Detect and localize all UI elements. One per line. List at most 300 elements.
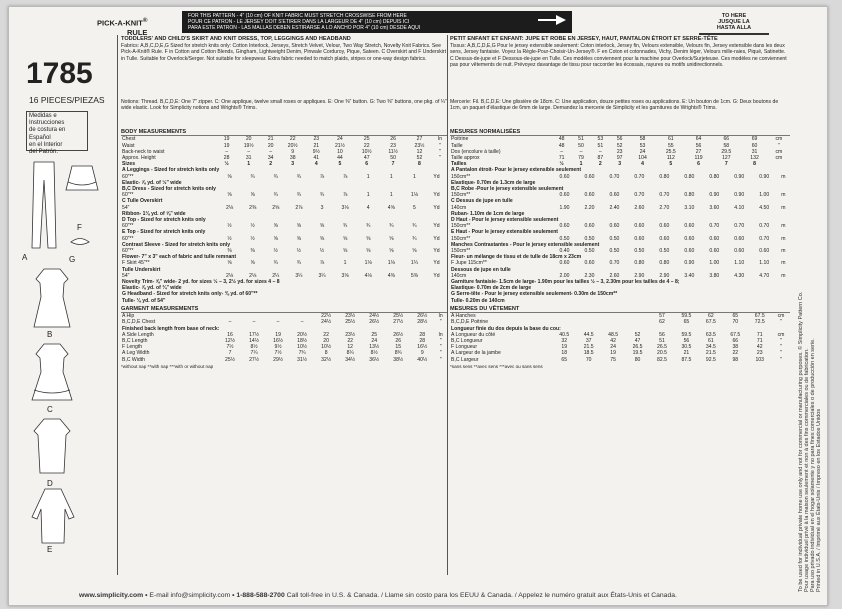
table-cell: 2.90 (659, 272, 670, 279)
table-cell: 67.5 (754, 313, 765, 320)
table-cell: m (781, 272, 786, 279)
top-d-sketch (30, 417, 74, 479)
table-cell: m (781, 223, 786, 230)
dress-c-sketch (29, 342, 75, 404)
table-cell: ¾ (296, 173, 301, 180)
spanish-line: Medidas e Instrucciones (29, 113, 65, 127)
table-cell: ¾ (412, 235, 417, 242)
table-cell: 14½ (249, 337, 259, 344)
table-cell: Dessous de jupe en tulle (451, 266, 511, 273)
table-cell: 2.90 (634, 272, 645, 279)
table-cell: 23 (616, 148, 623, 155)
table-cell: 36½ (369, 356, 380, 363)
table-cell: 104 (638, 155, 647, 162)
table-cell: 15 (395, 344, 402, 351)
table-cell: 0.60 (709, 235, 720, 242)
table-cell: C Dessus de jupe en tulle (451, 198, 513, 205)
table-cell: Yd (433, 204, 440, 211)
table-cell: Tulle- ⅛ yd. of 54" (122, 297, 166, 304)
table-cell: F Skirt 45"** (122, 260, 150, 267)
table-cell: Flower- 7" x 3" each of fabric and tulle remnant (122, 254, 237, 261)
vertical-legal-text (795, 37, 822, 597)
table-cell: 48 (558, 136, 565, 143)
table-cell: F Jupe 115cm** (451, 260, 487, 267)
table-cell: 52 (416, 155, 423, 162)
french-column (450, 36, 790, 370)
table-cell: 1 (366, 192, 370, 199)
table-cell: 12 (416, 148, 423, 155)
table-cell: ⅝ (389, 248, 394, 255)
table-cell: 58 (639, 136, 646, 143)
table-cell: 71 (756, 331, 763, 338)
legal-line: To be used for individual private home use only and not for commercial or manufacturing purposes. © Simplicity Pattern Co. (798, 291, 804, 592)
footer-website[interactable]: www.simplicity.com (79, 592, 144, 599)
table-cell: ½ (296, 248, 301, 255)
table-cell: 75 (610, 356, 616, 363)
table-cell: 24 (337, 136, 343, 143)
table-cell: 2 (598, 161, 602, 168)
table-cell: ½ (227, 235, 232, 242)
french-fabrics: Tissus: A,B,C,D,E,G Pour le jersey extensible seulement: Coton interlock, Jersey fin, Velours extensible, Velours fin, Jersey extensible dans les deux sens, Jersey fantaisie. Voyez la Règle-Pour-Choisir-Un-Jersey®. F en Coton et cotonnades, Vichy, Denim léger, Velours mille-raies, Piqué, Satinette. C Dessus-de-jupe et F Dessous-de-jupe en Tulle. Ces modèles conviennent pour la machine pour Overlock/Surjeteuse. Ces modèles ne conviennent pas pour vêtements de nuit. Prévoyez davantage de tissu pour raccorder les écossais, rayures ou motifs unidirectionnels. (450, 43, 787, 68)
table-cell: 0.60 (584, 192, 595, 199)
table-cell: 0.70 (609, 173, 620, 180)
table-cell: 0.50 (609, 248, 620, 255)
table-cell: A Hip (122, 313, 135, 320)
table-cell: 2.60 (609, 272, 620, 279)
table-cell: 150cm** (451, 223, 471, 230)
table-cell: C Tulle Overskirt (122, 198, 163, 205)
to-here-en: TO HERE (721, 13, 747, 19)
table-cell: Ruban- 1.10m de 1cm de large (451, 210, 525, 217)
table-cell: 63.5 (705, 331, 716, 338)
table-cell: 50 (578, 142, 584, 149)
table-cell: 22 (732, 350, 739, 357)
table-cell: 60"** (122, 235, 134, 242)
table-cell: 2.30 (584, 272, 595, 279)
table-cell: Tulle Underskirt (122, 266, 161, 273)
table-cell: 59.5 (681, 313, 692, 320)
table-cell: m (781, 192, 786, 199)
table-cell: 40.5 (559, 331, 570, 338)
table-cell: 92.5 (705, 356, 716, 363)
french-body-title: MESURES NORMALISÉES (450, 129, 790, 136)
table-cell: 9 (420, 350, 424, 357)
table-cell: 17½ (249, 331, 259, 338)
english-title: TODDLERS' AND CHILD'S SKIRT AND KNIT DRESS, TOP, LEGGINGS AND HEADBAND (121, 36, 351, 42)
table-cell: 2⅞ (295, 204, 303, 211)
french-garment-title: MESURES DU VÊTEMENT (450, 306, 790, 313)
dress-b-sketch (30, 267, 74, 329)
table-cell: A Side Length (122, 331, 154, 338)
table-cell: 0.60 (684, 235, 695, 242)
table-cell: ⅞ (342, 173, 348, 180)
table-cell: 40½ (417, 356, 428, 363)
table-cell: ⅝ (227, 192, 232, 199)
table-cell: 56 (683, 337, 690, 344)
table-cell: 19 (223, 142, 230, 149)
table-cell: Elastique- 0.70m de 2cm de large (451, 285, 532, 292)
table-cell: 132 (750, 155, 759, 162)
pattern-envelope-back (8, 6, 828, 606)
table-cell: ⅝ (342, 248, 348, 255)
table-cell: Yd (433, 272, 440, 279)
table-cell: 2.00 (559, 272, 570, 279)
table-cell: 1.10 (759, 260, 770, 267)
table-cell: 0.70 (634, 192, 645, 199)
table-cell: B,C,D,E Poitrine (451, 319, 489, 326)
table-cell: 50 (390, 155, 396, 162)
table-cell: m (781, 235, 786, 242)
table-cell: cm (775, 148, 783, 155)
table-cell: 34 (267, 155, 274, 162)
table-cell: 51 (578, 136, 584, 143)
table-cell: 0.90 (759, 173, 770, 180)
table-cell: 12½ (225, 337, 235, 344)
table-cell: 0.70 (634, 173, 645, 180)
table-cell: 5 (669, 161, 673, 168)
table-cell: 22½ (321, 313, 332, 320)
table-cell: 1 (389, 173, 393, 180)
table-cell: 0.50 (659, 248, 670, 255)
table-cell: 9 (291, 148, 295, 155)
table-cell: Manches Contrastantes - Pour le jersey extensible seulement (451, 241, 600, 248)
english-body-title: BODY MEASUREMENTS (121, 129, 447, 136)
table-cell: 21 (313, 142, 320, 149)
english-garment-title: GARMENT MEASUREMENTS (121, 306, 447, 313)
table-cell: " (780, 344, 782, 351)
view-label-d: D (47, 479, 53, 488)
table-cell: 0.50 (634, 248, 645, 255)
table-cell: 23 (756, 350, 763, 357)
table-cell: 70 (585, 356, 592, 363)
table-cell: 1 (389, 192, 393, 199)
table-cell: 18.5 (583, 350, 594, 357)
table-cell: 0.90 (734, 192, 745, 199)
table-cell: 3¼ (318, 272, 326, 279)
table-cell: ¾ (342, 223, 348, 230)
table-cell: 26 (395, 337, 402, 344)
table-cell: E Haut - Pour le jersey extensible seulement (451, 229, 559, 236)
table-cell: 19½ (243, 142, 254, 149)
table-cell: 150cm** (451, 235, 471, 242)
table-cell: F Longueur (451, 344, 478, 351)
table-cell: ⅞ (319, 173, 325, 180)
table-cell: 21 (267, 136, 274, 143)
table-cell: 10 (337, 148, 343, 155)
to-here-es: HASTA ALLA (716, 25, 752, 31)
table-cell: 34.5 (705, 344, 716, 351)
table-cell: Yd (433, 223, 440, 230)
table-cell: 20 (245, 136, 252, 143)
table-cell: 0.70 (759, 223, 770, 230)
table-cell: cm (775, 155, 783, 162)
table-cell: 52 (634, 331, 641, 338)
table-cell: 54" (122, 204, 130, 211)
pattern-number: 1785 (26, 57, 93, 90)
table-cell: 3 (618, 161, 622, 168)
table-cell: ⅝ (389, 235, 394, 242)
table-cell: 5 (338, 161, 342, 168)
table-cell: 65 (561, 356, 568, 363)
table-cell: Ribbon- 1⅛ yd. of ⅝" wide (122, 210, 186, 217)
table-cell: Contrast Sleeve - Sized for stretch knits only (122, 241, 231, 248)
table-cell: 103 (755, 356, 764, 363)
table-cell: 3.10 (684, 204, 695, 211)
table-cell: 0.50 (584, 235, 595, 242)
table-cell: 26.5 (657, 344, 667, 351)
table-cell: 12 (347, 344, 353, 351)
table-cell: m (781, 173, 786, 180)
table-cell: A Pantalon étroit- Pour le jersey extensible seulement (451, 167, 582, 174)
table-cell: 2.70 (659, 204, 670, 211)
table-cell: 6 (697, 161, 700, 168)
table-cell: 42 (756, 344, 763, 351)
table-cell: Poitrine (451, 136, 469, 143)
table-cell: 2⅜ (249, 204, 257, 211)
table-cell: " (439, 319, 442, 326)
table-cell: 0.60 (659, 223, 670, 230)
table-cell: 112 (666, 155, 675, 162)
table-cell: m (781, 260, 786, 267)
table-cell: 22 (347, 337, 353, 344)
table-cell: Elastic- ⅞ yd. of ½" wide (122, 179, 182, 186)
table-cell: 23½ (345, 331, 356, 338)
table-cell: – (247, 148, 251, 155)
table-cell: 0.60 (559, 223, 570, 230)
table-cell: Novelty Trim- ⅝" wide- 2 yd. for sizes ½ – 3, 2½ yd. for sizes 4 – 8 (122, 279, 280, 286)
table-row (121, 357, 447, 363)
table-cell: Chest (122, 136, 136, 143)
table-cell: 140cm (451, 272, 467, 279)
view-label-e: E (47, 545, 53, 554)
table-cell: 3.80 (709, 272, 720, 279)
table-cell: 66 (732, 337, 739, 344)
view-label-g: G (69, 255, 76, 264)
table-cell: 0.60 (659, 235, 670, 242)
table-cell: B,C Width (122, 356, 145, 363)
table-cell: 150cm** (451, 248, 471, 255)
english-column (121, 36, 447, 370)
english-fabrics: Fabrics: A,B,C,D,E,G Sized for stretch knits only: Cotton Interlock, Jerseys, Stretch Velvet, Velour, Two Way Stretch, Novelty Knit Fabrics. See Pick-A-Knit® Rule. F in Cotton and Cotton Blends, Gingham, Lightweight Denim, Pinwale Corduroy, Pique, Sateen. C Overskirt and F Underskirt in Tulle. Suitable for Overlock/Serger. Not suitable for sleepwear. Extra fabric needed to match plaids, stripes or one-way design fabrics. (121, 43, 446, 62)
table-cell: B,C Largeur (451, 356, 479, 363)
table-cell: 31 (751, 148, 758, 155)
french-garment-table (450, 313, 790, 363)
table-cell: 23½ (414, 142, 425, 149)
table-cell: 20½ (297, 331, 308, 338)
table-cell: 1 (579, 161, 583, 168)
table-cell: 71 (756, 337, 763, 344)
table-cell: 8 (753, 161, 756, 168)
table-cell: 28 (419, 337, 426, 344)
table-cell: 0.60 (559, 260, 570, 267)
table-cell: 69 (751, 136, 758, 143)
table-cell: ⅝ (366, 248, 371, 255)
table-cell: 0.60 (559, 192, 570, 199)
table-cell: 19.5 (632, 350, 643, 357)
table-cell: 0.80 (684, 192, 695, 199)
table-cell: 48.5 (608, 331, 619, 338)
table-cell: 0.70 (609, 260, 620, 267)
table-cell: 4⅜ (387, 272, 395, 279)
table-cell: 97 (616, 155, 623, 162)
table-cell: 38 (732, 344, 739, 351)
table-cell: 0.60 (634, 235, 645, 242)
table-cell: 70 (732, 319, 739, 326)
table-cell: ⅝ (250, 260, 255, 267)
footer: www.simplicity.com • E-mail info@simplicity.com • 1-888-588-2700 Call toll-free in U.S. & Canada. / Llame sin costo para los EEUU & Canada. / Appelez le numéro gratuit aux États-Unis et Canada. (79, 592, 677, 599)
table-cell: " (439, 155, 441, 162)
table-cell: ¾ (273, 173, 278, 180)
table-cell: 60"** (122, 173, 134, 180)
spanish-line: en el Interior (29, 141, 63, 148)
table-cell: 0.90 (709, 192, 720, 199)
table-cell: In (438, 313, 443, 320)
table-cell: 5⅜ (410, 272, 418, 279)
table-cell: 0.60 (684, 248, 695, 255)
table-cell: ½ (559, 161, 564, 168)
table-cell: 65 (683, 319, 690, 326)
table-cell: 8 (324, 350, 328, 357)
arrow-right-icon (538, 15, 566, 25)
table-cell: 62 (708, 313, 714, 320)
table-cell: 22 (363, 142, 370, 149)
table-cell: 41 (313, 155, 320, 162)
table-cell: " (439, 350, 442, 357)
table-cell: 4 (641, 161, 644, 168)
table-cell: 51 (659, 337, 665, 344)
english-notions: Notions: Thread. B,C,D,E: One 7" zipper. C: One applique, twelve small roses or appliques. E: One ⅜" button. G: Two ⅜" buttons, one pkg. of ¼" wide elastic. Look for Simplicity notions and Wrights® Trims. (121, 99, 447, 112)
table-cell: In (437, 136, 443, 143)
table-cell: B,C Dress - Sized for stretch knits only (122, 186, 216, 193)
table-cell: 3 (291, 161, 295, 168)
table-cell: 27 (416, 136, 423, 143)
table-cell: " (439, 142, 441, 149)
french-body-table (450, 136, 790, 167)
view-label-a: A (22, 253, 28, 262)
table-cell: 0.80 (634, 260, 645, 267)
table-cell: 0.80 (659, 260, 670, 267)
table-cell: 26½ (417, 313, 428, 320)
table-cell: 10½ (321, 344, 332, 351)
table-cell: 29½ (273, 356, 284, 363)
table-cell: 0.70 (734, 223, 745, 230)
table-cell: m (781, 248, 786, 255)
table-cell: 0.50 (559, 235, 570, 242)
table-cell: ¾ (366, 223, 371, 230)
table-cell: 6 (365, 161, 369, 168)
table-cell: ¾ (273, 192, 278, 199)
to-here-marker (699, 13, 769, 35)
table-cell: 47 (363, 155, 370, 162)
table-cell: 67.5 (730, 331, 741, 338)
table-cell: 28 (419, 331, 426, 338)
pieces-count: 16 PIECES/PIEZAS (29, 95, 105, 105)
table-cell: " (439, 344, 442, 351)
table-cell: 60"** (122, 248, 134, 255)
table-cell: B,C Length (122, 337, 148, 344)
table-cell: F Length (122, 344, 143, 351)
table-row (450, 357, 790, 363)
table-cell: ⅜ (250, 248, 255, 255)
table-cell: – (560, 148, 564, 155)
table-cell: 4⅛ (364, 272, 372, 279)
table-cell: ½ (319, 248, 325, 255)
table-cell: – (300, 319, 304, 326)
table-cell: 3⅝ (341, 272, 349, 279)
table-cell: ⅝ (319, 223, 325, 230)
table-cell: 0.80 (709, 173, 720, 180)
table-cell: 79 (578, 155, 584, 162)
spanish-line: del Patrón. (29, 149, 59, 156)
table-cell: 1.90 (559, 204, 570, 211)
table-cell: 1.00 (759, 192, 770, 199)
spanish-line: de costura en Español (29, 127, 66, 141)
table-cell: 8½ (370, 350, 378, 357)
table-cell: 23 (390, 142, 396, 149)
table-cell: 47 (634, 337, 641, 344)
table-cell: 0.60 (709, 248, 720, 255)
table-cell: 3 (320, 204, 324, 211)
table-cell: 21.5 (705, 350, 716, 357)
table-cell: 2⅛ (226, 204, 234, 211)
table-cell: 56 (616, 136, 623, 143)
table-cell: 26½ (369, 319, 380, 326)
table-cell: 4.10 (734, 204, 745, 211)
table-cell: 26 (390, 136, 396, 143)
table-cell: 1⅛ (364, 260, 372, 267)
table-cell: 1⅛ (410, 192, 418, 199)
table-cell: 32½ (321, 356, 332, 363)
table-cell: 26½ (393, 331, 404, 338)
table-cell: 140cm (451, 204, 467, 211)
table-cell: 66 (723, 136, 730, 143)
table-cell: " (439, 356, 442, 363)
table-cell: Yd (433, 248, 440, 255)
table-cell: 2.40 (609, 204, 620, 211)
table-cell: 24 (639, 148, 646, 155)
table-cell: Tailles (451, 161, 467, 168)
top-e-sketch (30, 487, 76, 547)
view-label-c: C (47, 405, 53, 414)
to-here-fr: JUSQUE LA (718, 19, 750, 25)
footer-email[interactable]: E-mail info@simplicity.com (149, 592, 231, 599)
table-cell: 61 (708, 337, 714, 344)
table-cell: 0.60 (609, 223, 620, 230)
table-cell: ⅝ (296, 223, 301, 230)
table-cell: B,C Longueur (451, 337, 483, 344)
table-cell: A Longueur du côté (451, 331, 496, 338)
french-notions: Mercerie: Fil. B,C,D,E: Une glissière de 18cm. C: Une application, douze petites roses ou applications. E: Un bouton de 1cm. G: Deux boutons de 1cm, un paquet d'élastique de 6mm de large. Demandez la mercerie de Simplicity et les garnitures de Wrights® Trims. (450, 99, 779, 112)
table-cell: Taille approx (451, 155, 480, 162)
table-cell: D Top - Sized for stretch knits only (122, 217, 206, 224)
table-cell: 7 (724, 161, 728, 168)
table-cell: 1 (343, 260, 347, 267)
table-cell: ¾ (296, 260, 301, 267)
table-cell: 1⅛ (387, 260, 395, 267)
table-cell: 24 (371, 337, 378, 344)
table-cell: Taille (451, 142, 463, 149)
table-cell: 38 (289, 155, 296, 162)
table-cell: Back-neck to waist (122, 148, 165, 155)
table-cell: 55 (667, 142, 674, 149)
table-cell: 25½ (225, 356, 235, 363)
table-cell: 150cm** (451, 192, 471, 199)
table-cell: 8 (418, 161, 421, 168)
table-cell: B,C,D,E Chest (122, 319, 156, 326)
table-cell: 72.5 (754, 319, 765, 326)
column-divider (447, 35, 448, 575)
table-cell: 150cm** (451, 173, 471, 180)
